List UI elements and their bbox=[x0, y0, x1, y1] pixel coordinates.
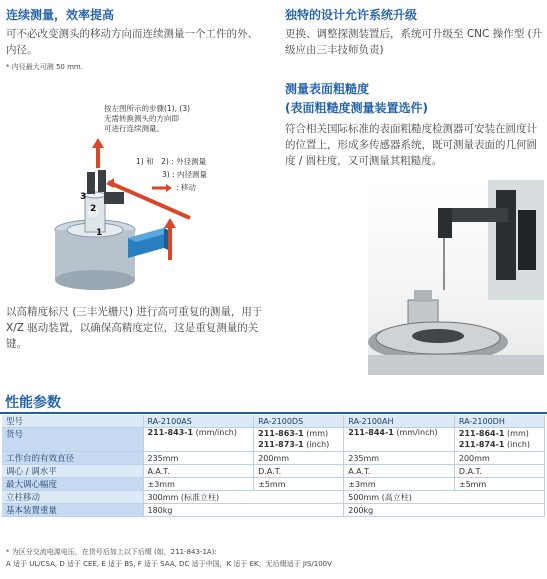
specs-part-cell bbox=[454, 428, 544, 452]
diagram-legend-move: : 移动 bbox=[176, 183, 196, 192]
specs-title: 性能参数 bbox=[5, 395, 61, 411]
feature-title-upgrade: 独特的设计允许系统升级 bbox=[285, 8, 418, 22]
diagram-step-1: 1 bbox=[96, 228, 103, 238]
specs-cell: 200mm bbox=[254, 452, 344, 465]
specs-header-row bbox=[2, 415, 545, 428]
specs-row bbox=[2, 478, 545, 491]
specs-cell: 300mm (标准立柱) bbox=[143, 491, 344, 504]
part-number: 211-874-1 bbox=[458, 440, 505, 449]
feature-subtitle-roughness: (表面粗糙度测量装置选件) bbox=[285, 101, 428, 115]
specs-row-label: 立柱移动 bbox=[2, 491, 143, 504]
specs-cell: A.A.T. bbox=[143, 465, 254, 478]
part-number: 211-843-1 bbox=[147, 428, 194, 437]
specs-cell: D.A.T. bbox=[454, 465, 544, 478]
specs-table bbox=[2, 415, 545, 517]
diagram-step-3: 3 bbox=[80, 192, 87, 202]
specs-cell: 180kg bbox=[143, 504, 344, 517]
specs-cell: ±5mm bbox=[454, 478, 544, 491]
specs-part-cell bbox=[143, 428, 254, 452]
part-number: 211-863-1 bbox=[258, 429, 304, 438]
part-number: 211-864-1 bbox=[458, 429, 505, 438]
specs-footnote-1: * 为区分交流电源电压，在货号后加上以下后缀 (如，211-843-1A): bbox=[6, 548, 217, 556]
part-unit: (inch) bbox=[504, 440, 531, 449]
specs-part-row bbox=[2, 428, 545, 452]
product-photo bbox=[368, 180, 544, 375]
diagram-note-2: 无需转换测头的方向即 bbox=[104, 114, 179, 123]
feature-body-roughness: 符合相关国际标准的表面粗糙度检测器可安装在圆度计的位置上，形成多传感器系统，既可测量表面的几何圆度 / 圆柱度，又可测量其粗糙度。 bbox=[285, 123, 537, 167]
specs-cell: ±3mm bbox=[143, 478, 254, 491]
measurement-diagram bbox=[40, 100, 280, 290]
specs-cell: ±3mm bbox=[344, 478, 455, 491]
part-number: 211-844-1 bbox=[348, 428, 394, 437]
specs-cell: A.A.T. bbox=[344, 465, 455, 478]
specs-header-col: RA-2100AS bbox=[143, 415, 254, 428]
specs-cell: 235mm bbox=[143, 452, 254, 465]
part-unit: (mm/inch) bbox=[193, 428, 237, 437]
specs-cell: 200kg bbox=[344, 504, 545, 517]
specs-row bbox=[2, 491, 545, 504]
part-unit: (inch) bbox=[303, 440, 330, 449]
specs-part-cell bbox=[344, 428, 455, 452]
feature-note-continuous: * 内径最大可测 50 mm. bbox=[6, 63, 83, 71]
specs-cell: D.A.T. bbox=[254, 465, 344, 478]
feature-body-continuous: 可不必改变测头的移动方向而连续测量一个工件的外、内径。 bbox=[6, 28, 258, 56]
diagram-note-3: 可进行连续测量。 bbox=[104, 124, 164, 133]
specs-header-label: 型号 bbox=[2, 415, 143, 428]
specs-row bbox=[2, 452, 545, 465]
specs-part-cell bbox=[254, 428, 344, 452]
specs-row-label: 最大调心幅度 bbox=[2, 478, 143, 491]
specs-cell: 235mm bbox=[344, 452, 455, 465]
roughness-detector-photo bbox=[368, 180, 544, 375]
specs-row-label: 基本装置重量 bbox=[2, 504, 143, 517]
diagram-legend-inner: 3) : 内径测量 bbox=[162, 170, 207, 179]
specs-header-col: RA-2100DH bbox=[454, 415, 544, 428]
specs-cell: 200mm bbox=[454, 452, 544, 465]
diagram-note-1: 按左图所示的步骤(1), (3) bbox=[104, 104, 191, 113]
specs-cell: 500mm (高立柱) bbox=[344, 491, 545, 504]
specs-divider bbox=[0, 412, 547, 414]
feature-body-scale: 以高精度标尺 (三丰光栅尺) 进行高可重复的测量，用于 X/Z 驱动装置，以确保高精度定位，这是重复测量的关键。 bbox=[6, 306, 263, 350]
specs-cell: ±5mm bbox=[254, 478, 344, 491]
feature-body-upgrade: 更换、调整探测装置后，系统可升级至 CNC 操作型 (升级应由三丰技师负责) bbox=[285, 28, 543, 56]
specs-row bbox=[2, 465, 545, 478]
feature-title-roughness: 测量表面粗糙度 bbox=[285, 82, 370, 96]
diagram-step-2: 2 bbox=[90, 204, 97, 214]
specs-row-label: 工作台的有效直径 bbox=[2, 452, 143, 465]
diagram-legend-outer: 1) 和 2) : 外径测量 bbox=[136, 157, 207, 166]
specs-row bbox=[2, 504, 545, 517]
feature-title-continuous: 连续测量，效率提高 bbox=[6, 8, 115, 22]
specs-part-label: 货号 bbox=[2, 428, 143, 452]
part-unit: (mm) bbox=[504, 429, 529, 438]
part-number: 211-873-1 bbox=[258, 440, 304, 449]
specs-row-label: 调心 / 调水平 bbox=[2, 465, 143, 478]
specs-footnote-2: A 适于 UL/CSA, D 适于 CEE, E 适于 BS, F 适于 SAA, DC 适于中国，K 适于 EK，无后缀适于 JIS/100V bbox=[6, 560, 332, 568]
part-unit: (mm) bbox=[303, 429, 329, 438]
specs-header-col: RA-2100DS bbox=[254, 415, 344, 428]
specs-header-col: RA-2100AH bbox=[344, 415, 455, 428]
part-unit: (mm/inch) bbox=[393, 428, 438, 437]
specs-table-wrap bbox=[2, 415, 545, 517]
